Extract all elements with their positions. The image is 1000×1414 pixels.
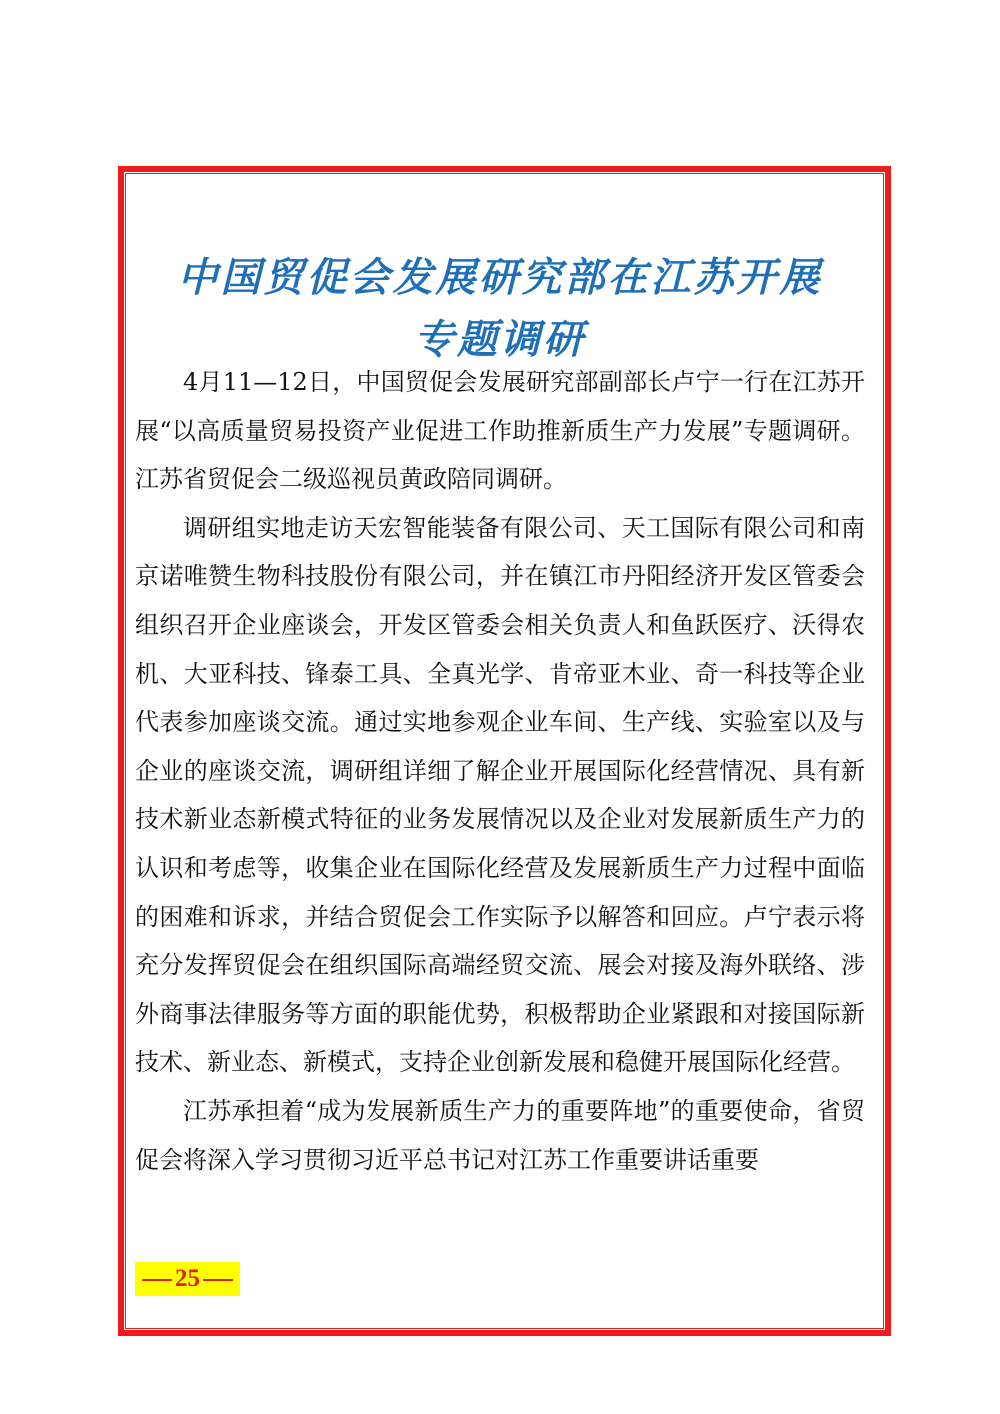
paragraph-3: 江苏承担着“成为发展新质生产力的重要阵地”的重要使命，省贸促会将深入学习贯彻习近平总书记对江苏工作重要讲话重要 (135, 1096, 865, 1174)
paragraph-2: 调研组实地走访天宏智能装备有限公司、天工国际有限公司和南京诺唯赞生物科技股份有限公司，并在镇江市丹阳经济开发区管委会组织召开企业座谈会，开发区管委会相关负责人和鱼跃医疗、沃得农机、大亚科技、锋泰工具、全真光学、肯帝亚木业、奇一科技等企业代表参加座谈交流。通过实地参观企业车间、生产线、实验室以及与企业的座谈交流，调研组详细了解企业开展国际化经营情况、具有新技术新业态新模式特征的业务发展情况以及企业对发展新质生产力的认识和考虑等，收集企业在国际化经营及发展新质生产力过程中面临的困难和诉求，并结合贸促会工作实际予以解答和回应。卢宁表示将充分发挥贸促会在组织国际高端经贸交流、展会对接及海外联络、涉外商事法律服务等方面的职能优势，积极帮助企业紧跟和对接国际新技术、新业态、新模式，支持企业创新发展和稳健开展国际化经营。 (135, 513, 865, 1077)
paragraph-1: 4月11—12日，中国贸促会发展研究部副部长卢宁一行在江苏开展“以高质量贸易投资产业促进工作助推新质生产力发展”专题调研。江苏省贸促会二级巡视员黄政陪同调研。 (135, 368, 865, 494)
dash-left-icon (142, 1279, 172, 1281)
dash-right-icon (203, 1279, 233, 1281)
article-body (135, 358, 865, 1184)
article-title-line-1: 中国贸促会发展研究部在江苏开展 (177, 254, 823, 301)
article-title-line-2: 专题调研 (414, 316, 586, 363)
page-number-badge (135, 1262, 240, 1296)
page-number: 25 (175, 1265, 200, 1292)
